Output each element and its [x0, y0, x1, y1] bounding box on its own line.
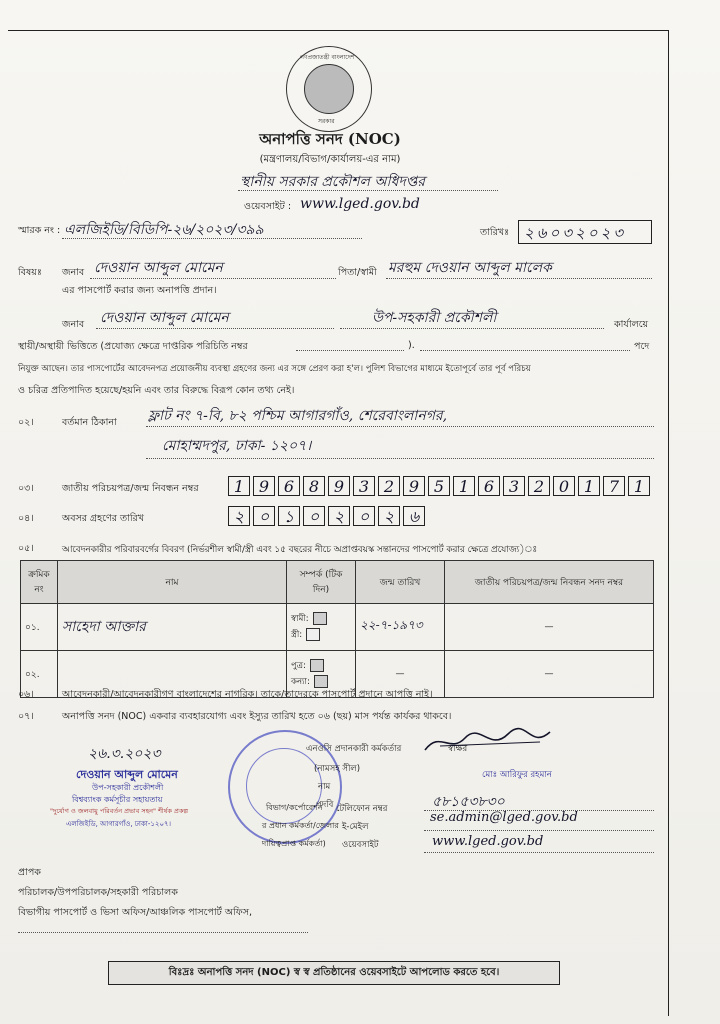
- applicant-initial-date: ২৬.৩.২০২৩: [88, 746, 161, 762]
- office-name-handwritten: স্থানীয় সরকার প্রকৌশল অধিদপ্তর: [240, 174, 425, 190]
- nid-digit-box: 9: [328, 476, 350, 496]
- daughter-checkbox[interactable]: [314, 675, 328, 688]
- noc-document: গণপ্রজাতন্ত্রী বাংলাদেশ সরকার অনাপত্তি সনদ (NOC) (মন্ত্রণালয়/বিভাগ/কার্যালয়-এর নাম) স্থানীয় সরকার প্রকৌশল অধিদপ্তর ওয়েবসাইট : www.lged.gov.bd স্মারক নং : এলজিইডি/বিডিপি-২৬/২০২৩/৩৯৯ তারিখঃ ২৬০৩২০২৩ বিষয়ঃ জনাব দেওয়ান আব্দুল মোমেন পিতা/স্বামী মরহুম দেওয়ান আব্দুল মালেক এর পাসপোর্ট করার জন্য অনাপত্তি প্রদান। জনাব দেওয়ান আব্দুল মোমেন উপ-সহকারী প্রকৌশলী কার্যালয়ে স্থায়ী/অস্থায়ী ভিত্তিতে (প্রযোজ্য ক্ষেত্রে দাপ্তরিক পরিচিতি নম্বর ). পদে নিযুক্ত আছেন। তার পাসপোর্টের আবেদনপত্র প্রয়োজনীয় ব্যবস্থা গ্রহণের জন্য এর সঙ্গে প্রেরণ করা হ'ল। পুলিশ বিভাগের মাধ্যমে ইতোপূর্বে তার পূর্ব পরিচয় ও চরিত্র প্রতিপাদিত হয়েছে/হয়নি এবং তার বিরুদ্ধে বিরূপ কোন তথ্য নেই। ০২। বর্তমান ঠিকানা ফ্লাট নং ৭-বি, ৮২ পশ্চিম আগারগাঁও, শেরেবাংলানগর, মোহাম্মদপুর, ঢাকা- ১২০৭। ০৩। জাতীয় পরিচয়পত্র/জন্ম নিবন্ধন নম্বর 1 9 6 8 9 3 2 9 5 1 6 3 2 0 1 7 1 ০৪। অবসর গ্রহণের তারিখ ২ ০ ১ ০ ২ ০ ২ ৬ ০৫। আবেদনকারীর পরিবারবর্গের বিবরণ (নির্ভরশীল স্বামী/স্ত্রী এবং ১৫ বছরের নীচে অপ্রাপ্তবয়স্ক সন্তানদের পাসপোর্ট করার ক্ষেত্রে প্রযোজ্য)ঃ ক্রমিক নং নাম সম্পর্ক (টিক দিন) জন্ম তারিখ জাতীয় পরিচয়পত্র/জন্ম নিবন্ধন সনদ নম্বর ০১. সাহেদা আক্তার স্বামী: স্ত্রী: ২২-৭-১৯৭৩ — ০২. পুত্র: কন্যা: — — ০৬। আবেদনকারী/আবেদনকারীগণ বাংলাদেশের নাগরিক। তাকে/তাদেরকে পাসপোর্ট প্রদানে আপত্তি নাই। ০৭। অনাপত্তি সনদ (NOC) একবার ব্যবহারযোগ্য এবং ইস্যুর তারিখ হতে ০৬ (ছয়) মাস পর্যন্ত কার্যকর থাকবে। এনওসি প্রদানকারী কর্মকর্তার স্বাক্ষর (নামসহ সীল) নাম পদবি বিভাগ/কর্পোরেশন টেলিফোন নম্বর র প্রধান কর্মকর্তা/জেলার ই-মেইল দায়িত্বপ্রাপ্ত কর্মকর্তা) ওয়েবসাইট মোঃ আরিফুর রহমান ৫৮১৫৩৮৩০ se.admin@lged.gov.bd www.lged.gov.bd ২৬.৩.২০২৩ দেওয়ান আব্দুল মোমেন উপ-সহকারী প্রকৌশলী বিশ্বব্যাংক কর্মসূচীর সহায়তায় "দুর্যোগ ও জলবায়ু পরিবর্তন প্রভাব সহন" শীর্ষক প্রকল্প এলজিইডি, আগারগাঁও, ঢাকা-১২০৭। প্রাপক পরিচালক/উপপরিচালক/সহকারী পরিচালক বিভাগীয় পাসপোর্ট ও ভিসা অফিস/আঞ্চলিক পাসপোর্ট অফিস, বিঃদ্রঃ অনাপত্তি সনদ (NOC) স্ব স্ব প্রতিষ্ঠানের ওয়েবসাইটে আপলোড করতে হবে।: [0, 0, 720, 1024]
- document-title: অনাপত্তি সনদ (NOC): [259, 130, 401, 148]
- retirement-date-digit-box: ৬: [403, 506, 425, 526]
- nid-digit-box: 1: [578, 476, 600, 496]
- designation: উপ-সহকারী প্রকৌশলী: [372, 310, 497, 326]
- retirement-date-digit-box: ২: [328, 506, 350, 526]
- table-header-row: ক্রমিক নং নাম সম্পর্ক (টিক দিন) জন্ম তারিখ জাতীয় পরিচয়পত্র/জন্ম নিবন্ধন সনদ নম্বর: [21, 561, 654, 604]
- officer-signature: [420, 724, 570, 760]
- family-table: [20, 560, 654, 698]
- retirement-date-digit-box: ২: [378, 506, 400, 526]
- nid-digit-box: 1: [453, 476, 475, 496]
- subject-label: বিষয়ঃ: [18, 267, 42, 278]
- website-label: ওয়েবসাইট :: [244, 201, 292, 212]
- address-line-1: ফ্লাট নং ৭-বি, ৮২ পশ্চিম আগারগাঁও, শেরেবাংলানগর,: [148, 408, 448, 424]
- website-value: www.lged.gov.bd: [300, 196, 420, 212]
- nid-digit-box: 6: [478, 476, 500, 496]
- retirement-date-digit-box: ২: [228, 506, 250, 526]
- email-value: se.admin@lged.gov.bd: [430, 810, 578, 825]
- subject-name: দেওয়ান আব্দুল মোমেন: [94, 260, 223, 276]
- body-name: দেওয়ান আব্দুল মোমেন: [100, 310, 229, 326]
- nid-digit-box: 1: [628, 476, 650, 496]
- wife-checkbox[interactable]: [306, 628, 320, 641]
- nid-digit-box: 8: [303, 476, 325, 496]
- father-name: মরহুম দেওয়ান আব্দুল মালেক: [388, 260, 552, 276]
- husband-checkbox[interactable]: [313, 612, 327, 625]
- seal-bottom-text: সরকার: [318, 118, 335, 125]
- table-row: ০১. সাহেদা আক্তার স্বামী: স্ত্রী: ২২-৭-১৯৭৩ —: [21, 604, 654, 651]
- address-line-2: মোহাম্মদপুর, ঢাকা- ১২০৭।: [162, 438, 312, 454]
- retirement-date-digit-box: ০: [253, 506, 275, 526]
- signer-stamp-name: মোঃ আরিফুর রহমান: [482, 770, 552, 780]
- nid-digit-box: 2: [378, 476, 400, 496]
- nid-digit-box: 5: [428, 476, 450, 496]
- applicant-stamp-name: দেওয়ান আব্দুল মোমেন: [76, 768, 178, 781]
- nid-digit-box: 3: [503, 476, 525, 496]
- footer-note: বিঃদ্রঃ অনাপত্তি সনদ (NOC) স্ব স্ব প্রতিষ্ঠানের ওয়েবসাইটে আপলোড করতে হবে।: [108, 961, 560, 985]
- nid-digit-box: 7: [603, 476, 625, 496]
- memo-label: স্মারক নং :: [18, 225, 61, 236]
- web-value: www.lged.gov.bd: [432, 834, 544, 849]
- document-subtitle: (মন্ত্রণালয়/বিভাগ/কার্যালয়-এর নাম): [259, 154, 401, 165]
- nid-digit-box: 9: [403, 476, 425, 496]
- date-label: তারিখঃ: [480, 227, 510, 238]
- retirement-date-boxes: [228, 506, 420, 526]
- retirement-date-digit-box: ০: [353, 506, 375, 526]
- phone-value: ৫৮১৫৩৮৩০: [432, 794, 505, 810]
- nid-digit-box: 3: [353, 476, 375, 496]
- recipient-label: প্রাপক: [18, 867, 41, 878]
- son-checkbox[interactable]: [310, 659, 324, 672]
- nid-digit-box: 6: [278, 476, 300, 496]
- spouse-dob: ২২-৭-১৯৭৩: [356, 604, 445, 651]
- table-row: ০২. পুত্র: কন্যা: — —: [21, 651, 654, 698]
- nid-digit-box: 1: [228, 476, 250, 496]
- nid-number-boxes: [228, 476, 656, 496]
- seal-top-text: গণপ্রজাতন্ত্রী বাংলাদেশ: [300, 54, 355, 61]
- retirement-date-digit-box: ০: [303, 506, 325, 526]
- nid-digit-box: 0: [553, 476, 575, 496]
- date-value: ২৬০৩২০২৩: [524, 224, 627, 242]
- retirement-date-digit-box: ১: [278, 506, 300, 526]
- nid-digit-box: 2: [528, 476, 550, 496]
- spouse-name: সাহেদা আক্তার: [58, 604, 287, 651]
- memo-value: এলজিইডি/বিডিপি-২৬/২০২৩/৩৯৯: [64, 222, 264, 238]
- family-details-label: আবেদনকারীর পরিবারবর্গের বিবরণ (নির্ভরশীল স্বামী/স্ত্রী এবং ১৫ বছরের নীচে অপ্রাপ্তবয়স্ক সন্তানদের পাসপোর্ট করার ক্ষেত্রে প্রযোজ্য)ঃ: [62, 545, 538, 555]
- nid-digit-box: 9: [253, 476, 275, 496]
